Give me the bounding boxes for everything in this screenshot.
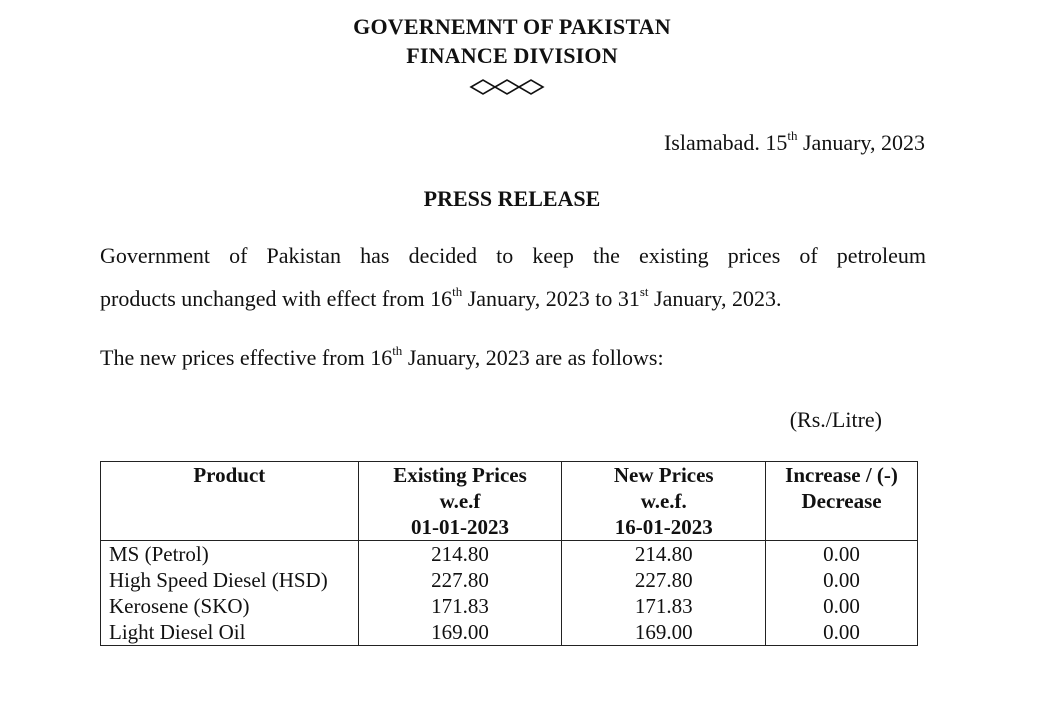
p2-sup: th <box>392 343 403 358</box>
table-row <box>101 593 918 619</box>
p2-text-b: January, 2023 are as follows: <box>402 345 664 370</box>
p1-text-c: January, 2023. <box>648 286 782 311</box>
header-change-line-2: Decrease <box>801 489 882 513</box>
cell-existing-price: 214.80 <box>358 541 562 568</box>
header-existing-line-3: 01-01-2023 <box>411 515 510 539</box>
units-label: (Rs./Litre) <box>789 407 882 432</box>
table-row <box>101 567 918 593</box>
dateline-sup: th <box>787 128 798 143</box>
paragraph-2 <box>100 345 926 371</box>
p1-sup-2: st <box>639 284 649 299</box>
cell-existing-price: 227.80 <box>358 567 562 593</box>
page-title: PRESS RELEASE <box>423 186 601 211</box>
p1-text-b: January, 2023 to 31 <box>462 286 640 311</box>
header-new-prices <box>562 462 766 541</box>
cell-new-price: 171.83 <box>562 593 766 619</box>
p1-text-a: products unchanged with effect from 16 <box>100 286 453 311</box>
header-new-line-2: w.e.f. <box>640 489 687 513</box>
header-new-line-1: New Prices <box>613 463 714 487</box>
paragraph-1-line-1: Government of Pakistan has decided to keep the existing prices of petroleum <box>100 243 926 268</box>
cell-existing-price: 171.83 <box>358 593 562 619</box>
cell-existing-price: 169.00 <box>358 619 562 646</box>
dateline-place: Islamabad. 15 <box>663 130 788 155</box>
cell-new-price: 169.00 <box>562 619 766 646</box>
cell-change: 0.00 <box>766 593 918 619</box>
header-government: GOVERNEMNT OF PAKISTAN <box>353 14 671 39</box>
dateline-date: January, 2023 <box>797 130 925 155</box>
diamond-ornament-icon <box>469 77 555 97</box>
header-division: FINANCE DIVISION <box>406 43 618 68</box>
cell-product: High Speed Diesel (HSD) <box>101 567 359 593</box>
header-product <box>101 462 359 541</box>
table-row <box>101 541 918 568</box>
header-change-line-1: Increase / (-) <box>785 463 898 487</box>
table-header-row <box>101 462 918 541</box>
header-change <box>766 462 918 541</box>
cell-change: 0.00 <box>766 619 918 646</box>
cell-product: Light Diesel Oil <box>101 619 359 646</box>
header-existing-line-2: w.e.f <box>439 489 481 513</box>
p1-sup-1: th <box>452 284 463 299</box>
header-existing-line-1: Existing Prices <box>393 463 527 487</box>
cell-product: Kerosene (SKO) <box>101 593 359 619</box>
table-row <box>101 619 918 646</box>
cell-product: MS (Petrol) <box>101 541 359 568</box>
cell-new-price: 227.80 <box>562 567 766 593</box>
header-new-line-3: 16-01-2023 <box>614 515 713 539</box>
cell-change: 0.00 <box>766 567 918 593</box>
cell-change: 0.00 <box>766 541 918 568</box>
cell-new-price: 214.80 <box>562 541 766 568</box>
paragraph-1-line-2 <box>100 286 926 312</box>
price-table <box>100 461 918 646</box>
header-product-label: Product <box>193 463 266 487</box>
header-existing-prices <box>358 462 562 541</box>
dateline <box>664 130 925 156</box>
p2-text-a: The new prices effective from 16 <box>100 345 393 370</box>
